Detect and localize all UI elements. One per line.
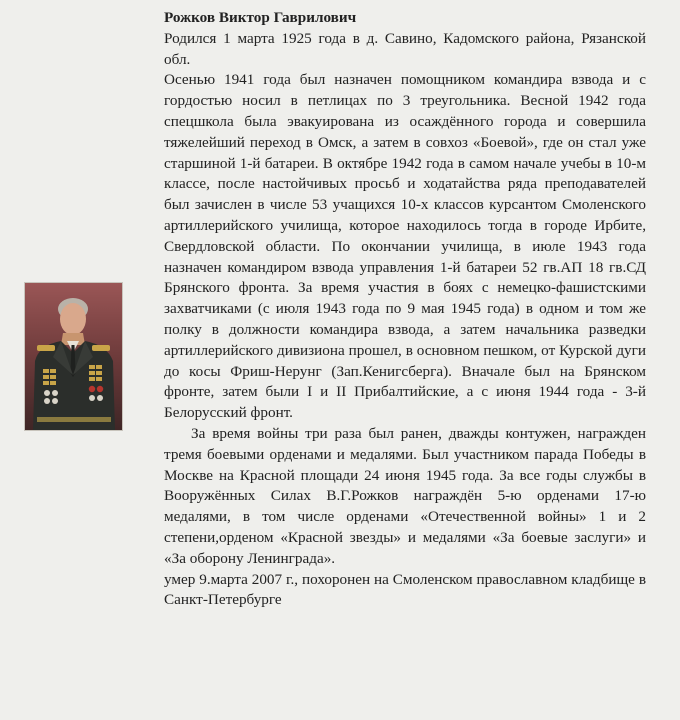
portrait-photo <box>25 283 122 430</box>
bio-paragraph-service: Осенью 1941 года был назначен помощником командира взвода и с гордостью носил в петлицах по 3 треугольника. Весной 1942 года спецшкола была эвакуирована из осаждённого города и совершила тяжелейший переход в Омск, а затем в совхоз «Боевой», где он стал уже старшиной 1-й батареи. В октябре 1942 года в самом начале учебы в 10-м классе, после настойчивых просьб и ходатайства ряда преподавателей был зачислен в числе 53 учащихся 10-х классов курсантом Смоленского артиллерийского училища, которое находилось тогда в городе Ирбите, Свердловской области. По окончании училища, в июле 1943 года назначен командиром взвода управления 1-й батареи 52 гв.АП 18 гв.СД Брянского фронта. За время участия в боях с немецко-фашистскими захватчиками (с июля 1943 года по 9 мая 1945 года) в одном и том же полку в должности командира взвода, а затем начальника разведки артиллерийского дивизиона прошел, в основном пешком, от Курской дуги до косы Фриш-Нерунг (Зап.Кенигсберга). Вначале был на Брянском фронте, затем были I и II Прибалтийские, а с июня 1944 года - 3-й Белорусский фронт. <box>164 71 646 422</box>
bio-paragraph-awards: За время войны три раза был ранен, дважды контужен, награжден тремя боевыми орденами и медалями. Был участником парада Победы в Москве на Красной площади 24 июня 1945 года. За все годы службы в Вооружённых Силах В.Г.Рожков награждён 5-ю орденами 17-ю медалями, в том числе орденами «Отечественной войны» 1 и 2 степени,орденом «Красной звезды» и медалями «За боевые заслуги» и «За оборону Ленинграда». <box>164 424 646 567</box>
portrait-illustration <box>25 283 122 430</box>
person-name: Рожков Виктор Гаврилович <box>164 9 357 26</box>
biography-text <box>164 8 646 611</box>
bio-paragraph-death: умер 9.марта 2007 г., похоронен на Смоленском православном кладбище в Санкт-Петербурге <box>164 570 646 609</box>
bio-paragraph-birth: Родился 1 марта 1925 года в д. Савино, Кадомского района, Рязанской обл. <box>164 29 646 68</box>
